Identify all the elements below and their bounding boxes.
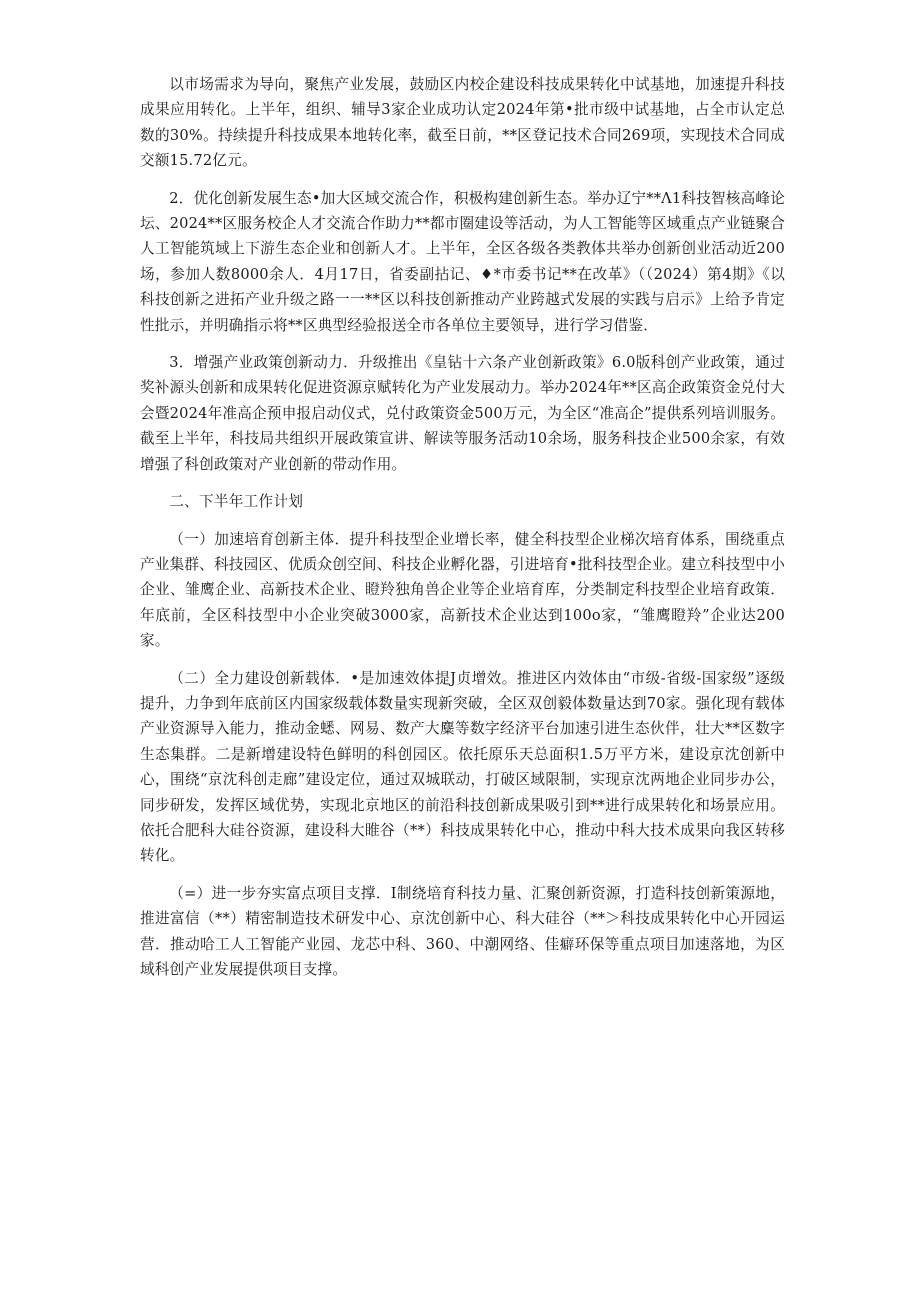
paragraph-tech-transfer: 以市场需求为导向，聚焦产业发展，鼓励区内校企建设科技成果转化中试基地，加速提升科技成果应用转化。上半年，组织、辅导3家企业成功认定2024年第•批市级中试基地，占全市认定总数的30%。持续提升科技成果本地转化率，截至日前，**区登记技术合同269项，实现技术合同成交额15.72亿元。 xyxy=(140,76,785,170)
document-page xyxy=(140,72,785,994)
paragraph-innovation-ecosystem: 2．优化创新发展生态•加大区域交流合作，积极构建创新生态。举办辽宁**Λ1科技智核高峰论坛、2024**区服务校企人才交流合作助力**都市圈建设等活动，为人工智能等区域重点产业链聚合人工智能筑域上下游生态企业和创新人才。上半年，全区各级各类教体共举办创新创业活动近200场，参加人数8000余人．4月17日，省委副拈记、♦*市委书记**在改革》（（2024）第4期》《以科技创新之进拓产业升级之路一一**区以科技创新推动产业跨越式发展的实践与启示》上给予肯定性批示，并明确指示将**区典型经验报送全市各单位主要领导，进行学习借鉴． xyxy=(140,189,785,334)
paragraph-plan-innovation-carriers: （二）全力建设创新载体．•是加速效体提J贞增效。推进区内效体由“市级-省级-国家级”逐级提升，力争到年底前区内国家级载体数量实现新突破，全区双创毅体数量达到70家。强化现有载体产业资源导入能力，推动金蟋、网易、数产大麋等数字经济平台加速引进生态伙伴，壮大**区数字生态集群。二是新增建设特色鲜明的科创园区。依托原乐天总面积1.5万平方米，建设京沈创新中心，围绕“京沈科创走廊”建设定位，通过双城联动，打破区域限制，实现京沈两地企业同步办公，同步研发，发挥区域优势，实现北京地区的前沿科技创新成果吸引到**进行成果转化和场景应用。依托合肥科大硅谷资源，建设科大睢谷（**）科技成果转化中心，推动中科大技术成果向我区转移转化。 xyxy=(140,669,785,865)
paragraph-plan-key-projects: （=）进一步夯实富点项目支撑．I制绕培育科技力量、汇聚创新资源，打造科技创新策源地，推进富信（**）精密制造技术研发中心、京沈创新中心、科大硅谷（**＞科技成果转化中心开园运营．推动哈工人工智能产业园、龙芯中科、360、中潮网络、佳癖环保等重点项目加速落地，为区域科创产业发展提供项目支撑。 xyxy=(140,884,785,978)
paragraph-industry-policy: 3．增强产业政策创新动力．升级推出《皇钻十六条产业创新政策》6.0版科创产业政策，通过奖补源头创新和成果转化促进资源京赋转化为产业发展动力。举办2024年**区高企政策资金兑付大会暨2024年准高企预申报启动仪式，兑付政策资金500万元，为全区“准高企”提供系列培训服务。截至上半年，科技局共组织开展政策宣讲、解读等服务活动10余场，服务科技企业500余家，有效增强了科创政策对产业创新的带动作用。 xyxy=(140,354,785,473)
section-heading: 二、下半年工作计划 xyxy=(169,493,304,511)
paragraph-plan-innovation-entities: （一）加速培育创新主体．提升科技型企业增长率，健全科技型企业梯次培育体系，围绕重点产业集群、科技园区、优质众创空间、科技企业孵化器，引进培育•批科技型企业。建立科技型中小企业、雏鹰企业、高新技术企业、瞪羚独角兽企业等企业培育库，分类制定科技型企业培育政策．年底前，全区科技型中小企业突破3000家，高新技术企业达到100o家，“雏鹰瞪羚”企业达200家。 xyxy=(140,530,785,650)
